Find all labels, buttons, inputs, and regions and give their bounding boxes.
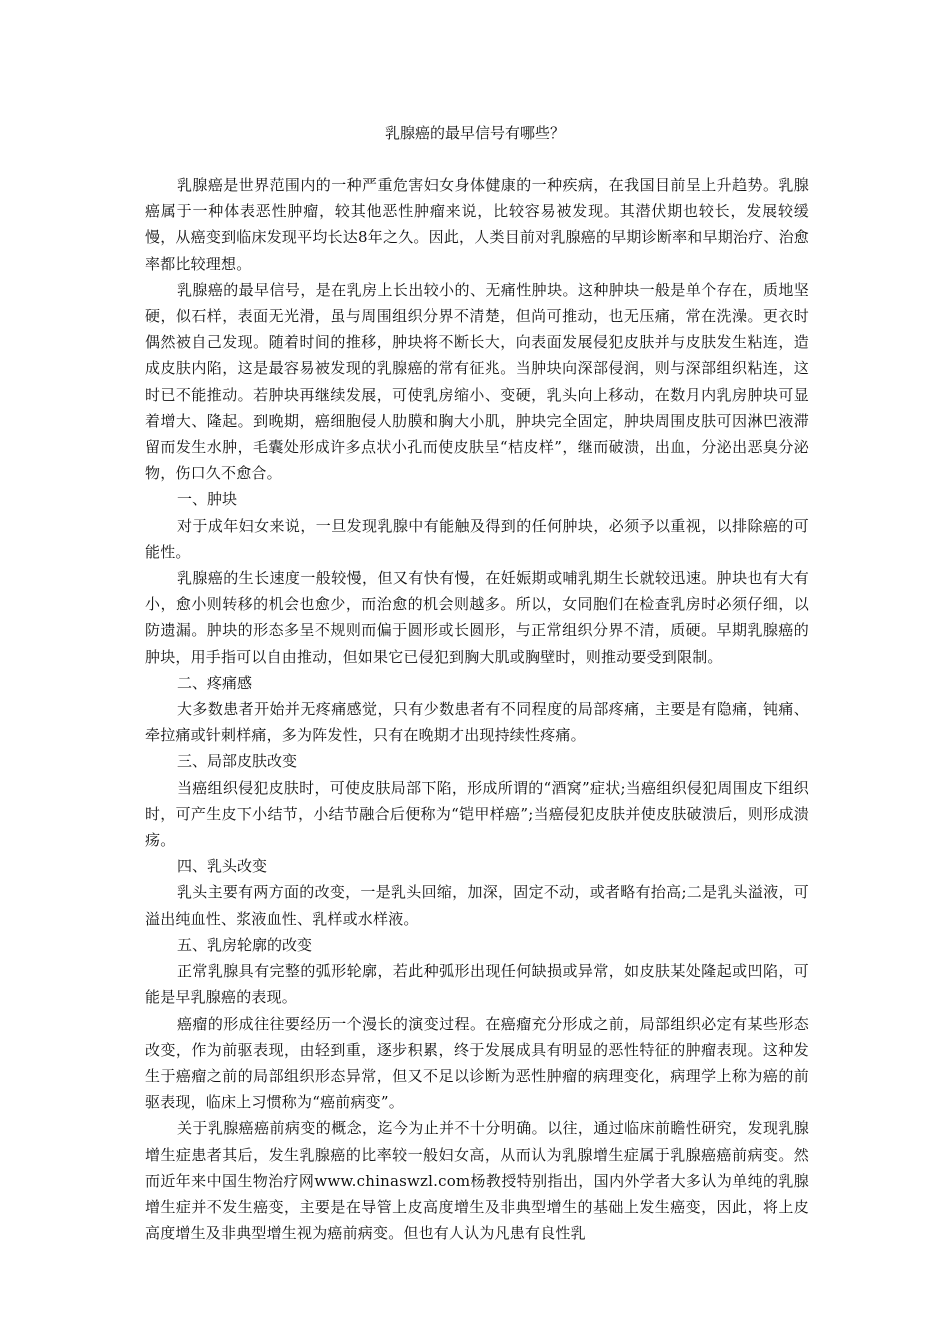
paragraph-nipple: 乳头主要有两方面的改变，一是乳头回缩，加深，固定不动，或者略有抬高;二是乳头溢液，可溢出纯血性、浆液血性、乳样或水样液。	[145, 883, 809, 928]
paragraph-precancer-1: 癌瘤的形成往往要经历一个漫长的演变过程。在癌瘤充分形成之前，局部组织必定有某些形态改变，作为前驱表现，由轻到重，逐步积累，终于发展成具有明显的恶性特征的肿瘤表现。这种发生于癌瘤之前的局部组织形态异常，但又不足以诊断为恶性肿瘤的病理变化，病理学上称为癌的前驱表现，临床上习惯称为“癌前病变”。	[145, 1014, 809, 1112]
paragraph-contour: 正常乳腺具有完整的弧形轮廓，若此种弧形出现任何缺损或异常，如皮肤某处隆起或凹陷，可能是早乳腺癌的表现。	[145, 962, 809, 1007]
section-heading-skin: 三、局部皮肤改变	[177, 752, 298, 771]
paragraph-precancer-2: 关于乳腺癌癌前病变的概念，迄今为止并不十分明确。以往，通过临床前瞻性研究，发现乳腺增生症患者其后，发生乳腺癌的比率较一般妇女高，从而认为乳腺增生症属于乳腺癌癌前病变。然而近年来中国生物治疗网www.chinaswzl.com杨教授特别指出，国内外学者大多认为单纯的乳腺增生症并不发生癌变，主要是在导管上皮高度增生及非典型增生的基础上发生癌变，因此，将上皮高度增生及非典型增生视为癌前病变。但也有人认为凡患有良性乳	[145, 1119, 809, 1243]
section-heading-nipple: 四、乳头改变	[177, 857, 268, 876]
section-heading-pain: 二、疼痛感	[177, 673, 253, 692]
paragraph-lump-2: 乳腺癌的生长速度一般较慢，但又有快有慢，在妊娠期或哺乳期生长就较迅速。肿块也有大有小，愈小则转移的机会也愈少，而治愈的机会则越多。所以，女同胞们在检查乳房时必须仔细，以防遗漏。肿块的形态多呈不规则而偏于圆形或长圆形，与正常组织分界不清，质硬。早期乳腺癌的肿块，用手指可以自由推动，但如果它已侵犯到胸大肌或胸壁时，则推动要受到限制。	[145, 569, 809, 666]
paragraph-earliest-signal: 乳腺癌的最早信号，是在乳房上长出较小的、无痛性肿块。这种肿块一般是单个存在，质地坚硬，似石样，表面无光滑，虽与周围组织分界不清楚，但尚可推动，也无压痛，常在洗澡。更衣时偶然被自己发现。随着时间的推移，肿块将不断长大，向表面发展侵犯皮肤并与皮肤发生粘连，造成皮肤内陷，这是最容易被发现的乳腺癌的常有征兆。当肿块向深部侵润，则与深部组织粘连，这时已不能推动。若肿块再继续发展，可使乳房缩小、变硬，乳头向上移动，在数月内乳房肿块可显着增大、隆起。到晚期，癌细胞侵人肋膜和胸大小肌，肿块完全固定，肿块周围皮肤可因淋巴液滞留而发生水肿，毛囊处形成许多点状小孔而使皮肤呈“桔皮样”，继而破溃，出血，分泌出恶臭分泌物，伤口久不愈合。	[145, 280, 809, 483]
paragraph-lump-1: 对于成年妇女来说，一旦发现乳腺中有能触及得到的任何肿块，必须予以重视，以排除癌的可能性。	[145, 516, 809, 561]
document-title: 乳腺癌的最早信号有哪些？	[384, 124, 565, 142]
paragraph-intro: 乳腺癌是世界范围内的一种严重危害妇女身体健康的一种疾病，在我国目前呈上升趋势。乳腺癌属于一种体表恶性肿瘤，较其他恶性肿瘤来说，比较容易被发现。其潜伏期也较长，发展较缓慢，从癌变到临床发现平均长达8年之久。因此，人类目前对乳腺癌的早期诊断率和早期治疗、治愈率都比较理想。	[145, 176, 809, 273]
paragraph-skin: 当癌组织侵犯皮肤时，可使皮肤局部下陷，形成所谓的“酒窝”症状;当癌组织侵犯周围皮下组织时，可产生皮下小结节，小结节融合后便称为“铠甲样癌”;当癌侵犯皮肤并使皮肤破溃后，则形成溃疡。	[145, 778, 809, 850]
section-heading-lump: 一、肿块	[177, 490, 238, 509]
paragraph-pain: 大多数患者开始并无疼痛感觉，只有少数患者有不同程度的局部疼痛，主要是有隐痛，钝痛、牵拉痛或针刺样痛，多为阵发性，只有在晚期才出现持续性疼痛。	[145, 700, 809, 745]
section-heading-contour: 五、乳房轮廓的改变	[177, 935, 313, 954]
document-body	[145, 172, 809, 1246]
